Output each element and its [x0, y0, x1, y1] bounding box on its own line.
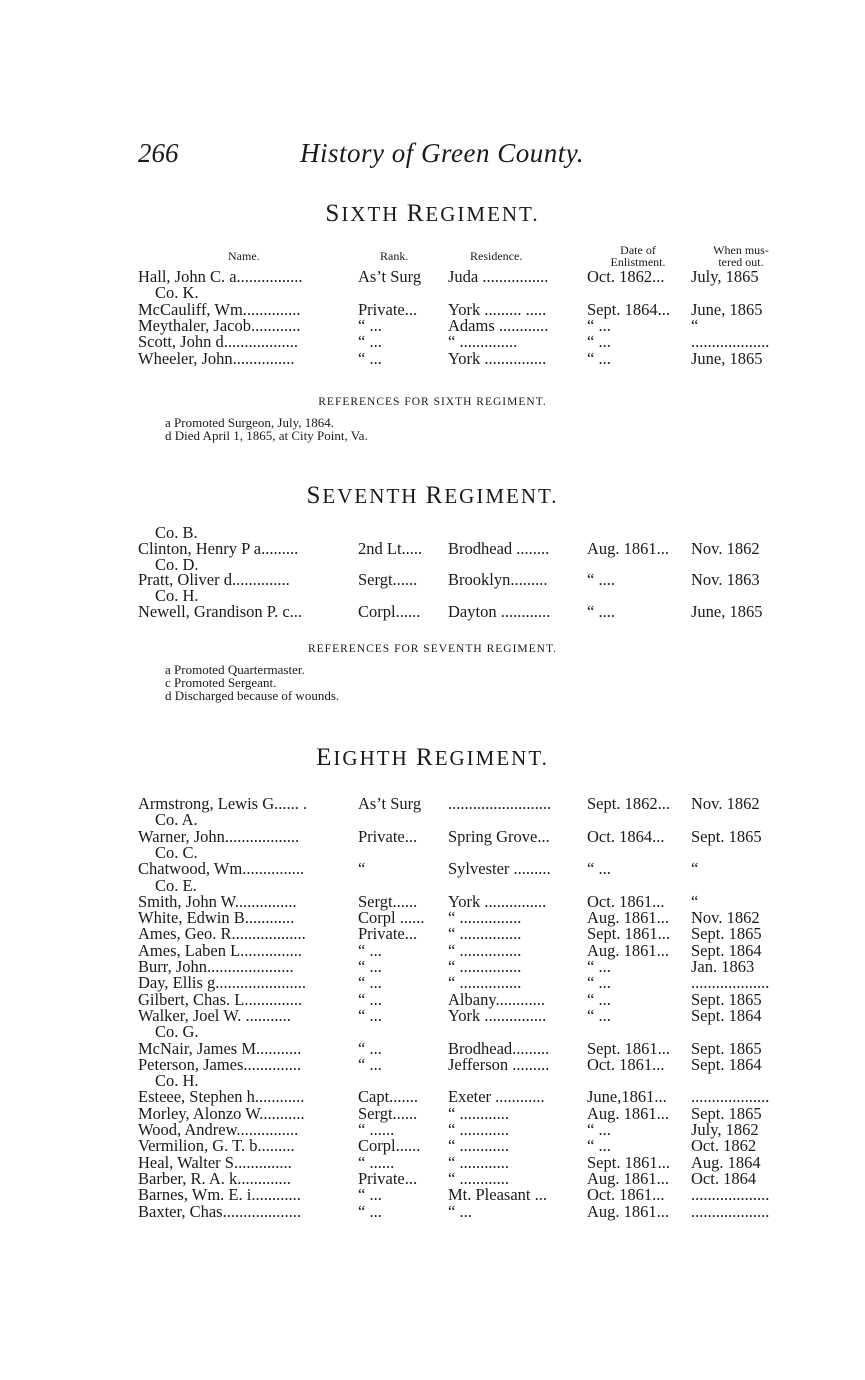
- soldier-name: Wheeler, John...............: [138, 348, 295, 368]
- sixth-note: a Promoted Surgeon, July, 1864.: [165, 415, 334, 430]
- table-row: [0, 1088, 865, 1105]
- residence-cell: “ ............: [448, 1152, 509, 1172]
- residence-cell: Dayton ............: [448, 602, 551, 621]
- company-label: Co. K.: [155, 283, 199, 303]
- title-cap: R: [425, 482, 445, 509]
- header-mustered-out: [696, 244, 786, 268]
- title-small: EVENTH: [322, 484, 419, 508]
- soldier-name: McNair, James M...........: [138, 1038, 302, 1058]
- soldier-name: Gilbert, Chas. L..............: [138, 989, 303, 1009]
- rank-cell: As’t Surg: [358, 794, 422, 813]
- soldier-name: Barnes, Wm. E. i............: [138, 1185, 301, 1205]
- table-row: [0, 1203, 865, 1220]
- mustered-out-cell: Nov. 1862: [691, 538, 760, 558]
- rank-cell: “ ...: [358, 940, 382, 960]
- mustered-out-cell: Sept. 1864: [691, 1054, 762, 1074]
- rank-cell: Private...: [358, 924, 418, 944]
- soldier-name: Peterson, James..............: [138, 1054, 302, 1074]
- enlistment-date-cell: “ ...: [587, 859, 611, 879]
- running-title: History of Green County.: [300, 138, 584, 168]
- enlistment-date-cell: Oct. 1862...: [587, 267, 665, 286]
- mustered-out-cell: Sept. 1865: [691, 1038, 762, 1058]
- table-row: [0, 828, 865, 845]
- soldier-name: Barber, R. A. k.............: [138, 1168, 291, 1188]
- table-row: [0, 268, 865, 285]
- company-label: Co. H.: [155, 586, 199, 606]
- rank-cell: “ ...: [358, 1038, 382, 1058]
- residence-cell: “ ............: [448, 1168, 509, 1188]
- residence-cell: York ......... .....: [448, 299, 547, 319]
- soldier-name: White, Edwin B............: [138, 908, 295, 928]
- soldier-name: Vermilion, G. T. b.........: [138, 1136, 295, 1156]
- mustered-out-cell: ...................: [691, 1201, 770, 1221]
- enlistment-date-cell: “ ...: [587, 332, 611, 352]
- header-out-line2: tered out.: [718, 255, 764, 269]
- soldier-name: Pratt, Oliver d..............: [138, 570, 290, 590]
- enlistment-date-cell: Aug. 1861...: [587, 1168, 670, 1188]
- soldier-name: Chatwood, Wm...............: [138, 859, 305, 879]
- title-cap: R: [416, 744, 435, 771]
- company-label: Co. E.: [155, 875, 197, 895]
- sixth-references-heading: REFERENCES FOR SIXTH REGIMENT.: [318, 396, 547, 408]
- residence-cell: “ ...............: [448, 973, 522, 993]
- table-row: [0, 333, 865, 350]
- mustered-out-cell: ...................: [691, 1185, 770, 1205]
- residence-cell: Brodhead.........: [448, 1038, 550, 1058]
- rank-cell: As’t Surg: [358, 267, 422, 286]
- title-small: EGIMENT.: [425, 202, 540, 226]
- seventh-regiment-title: [0, 482, 865, 510]
- mustered-out-cell: Jan. 1863: [691, 957, 755, 976]
- soldier-name: Baxter, Chas...................: [138, 1201, 301, 1221]
- rank-cell: “: [358, 859, 366, 879]
- soldier-name: Smith, John W...............: [138, 891, 297, 911]
- soldier-name: Scott, John d..................: [138, 332, 298, 352]
- soldier-name: Clinton, Henry P a.........: [138, 538, 299, 558]
- soldier-name: Day, Ellis g......................: [138, 973, 307, 993]
- residence-cell: “ ...: [448, 1201, 472, 1221]
- soldier-name: Esteee, Stephen h............: [138, 1087, 305, 1107]
- header-date-line1: Date of: [620, 243, 656, 257]
- soldier-name: Ames, Laben L...............: [138, 940, 303, 960]
- company-label: Co. A.: [155, 810, 198, 830]
- mustered-out-cell: Oct. 1862: [691, 1136, 757, 1156]
- rank-cell: “ ...: [358, 315, 382, 335]
- mustered-out-cell: July, 1862: [691, 1120, 759, 1139]
- title-cap: S: [306, 482, 323, 509]
- rank-cell: Private...: [358, 826, 418, 846]
- residence-cell: York ...............: [448, 348, 547, 368]
- title-cap: R: [406, 200, 426, 227]
- seventh-note: c Promoted Sergeant.: [165, 675, 277, 690]
- mustered-out-cell: “: [691, 315, 699, 335]
- title-cap: S: [325, 200, 342, 227]
- enlistment-date-cell: “ ...: [587, 1120, 611, 1139]
- soldier-name: Hall, John C. a................: [138, 267, 303, 286]
- header-date: [600, 244, 676, 268]
- residence-cell: Mt. Pleasant ...: [448, 1185, 547, 1205]
- enlistment-date-cell: Sept. 1861...: [587, 1038, 670, 1058]
- enlistment-date-cell: “ ....: [587, 570, 615, 590]
- company-label: Co. B.: [155, 523, 198, 542]
- rank-cell: Corpl ......: [358, 908, 425, 928]
- mustered-out-cell: Nov. 1862: [691, 908, 760, 928]
- mustered-out-cell: Sept. 1864: [691, 940, 762, 960]
- residence-cell: “ ..............: [448, 332, 518, 352]
- residence-cell: Adams ............: [448, 315, 549, 335]
- rank-cell: Private...: [358, 1168, 418, 1188]
- rank-cell: “ ...: [358, 957, 382, 976]
- enlistment-date-cell: Aug. 1861...: [587, 940, 670, 960]
- enlistment-date-cell: Sept. 1864...: [587, 299, 670, 319]
- rank-cell: “ ...: [358, 989, 382, 1009]
- residence-cell: “ ...............: [448, 908, 522, 928]
- enlistment-date-cell: Sept. 1861...: [587, 1152, 670, 1172]
- soldier-name: Wood, Andrew...............: [138, 1120, 299, 1139]
- page-number: 266: [138, 138, 179, 168]
- enlistment-date-cell: Aug. 1861...: [587, 538, 670, 558]
- residence-cell: Brodhead ........: [448, 538, 550, 558]
- rank-cell: “ ......: [358, 1120, 395, 1139]
- title-small: IXTH: [341, 202, 400, 226]
- seventh-references-heading: REFERENCES FOR SEVENTH REGIMENT.: [307, 643, 558, 655]
- enlistment-date-cell: Oct. 1861...: [587, 891, 665, 911]
- soldier-name: McCauliff, Wm..............: [138, 299, 301, 319]
- mustered-out-cell: Sept. 1865: [691, 1103, 762, 1123]
- mustered-out-cell: June, 1865: [691, 299, 763, 319]
- residence-cell: York ...............: [448, 891, 547, 911]
- mustered-out-cell: Sept. 1864: [691, 1005, 762, 1025]
- mustered-out-cell: Oct. 1864: [691, 1168, 757, 1188]
- rank-cell: “ ...: [358, 332, 382, 352]
- rank-cell: Sergt......: [358, 891, 418, 911]
- mustered-out-cell: Sept. 1865: [691, 826, 762, 846]
- rank-cell: “ ...: [358, 1054, 382, 1074]
- header-out-line1: When mus-: [713, 243, 769, 257]
- residence-cell: York ...............: [448, 1005, 547, 1025]
- residence-cell: “ ...............: [448, 957, 522, 976]
- table-row: [0, 603, 865, 620]
- rank-cell: “ ...: [358, 973, 382, 993]
- table-row: [0, 860, 865, 877]
- residence-cell: Sylvester .........: [448, 859, 551, 879]
- rank-cell: 2nd Lt.....: [358, 538, 423, 558]
- enlistment-date-cell: Oct. 1864...: [587, 826, 665, 846]
- eighth-regiment-title: [0, 744, 865, 772]
- table-row: [0, 301, 865, 318]
- rank-cell: “ ...: [358, 348, 382, 368]
- mustered-out-cell: ...................: [691, 332, 770, 352]
- header-date-line2: Enlistment.: [610, 255, 666, 269]
- rank-cell: “ ...: [358, 1005, 382, 1025]
- rank-cell: Capt.......: [358, 1087, 419, 1107]
- table-row: [0, 1007, 865, 1024]
- seventh-note: d Discharged because of wounds.: [165, 688, 340, 703]
- mustered-out-cell: Sept. 1865: [691, 924, 762, 944]
- rank-cell: “ ...: [358, 1201, 382, 1221]
- mustered-out-cell: “: [691, 859, 699, 879]
- rank-cell: Sergt......: [358, 570, 418, 590]
- mustered-out-cell: “: [691, 891, 699, 911]
- title-small: IGHTH: [333, 746, 409, 770]
- mustered-out-cell: Aug. 1864: [691, 1152, 761, 1172]
- enlistment-date-cell: Sept. 1862...: [587, 794, 670, 813]
- table-row: [0, 350, 865, 367]
- header-name: Name.: [228, 249, 260, 263]
- residence-cell: “ ............: [448, 1103, 509, 1123]
- residence-cell: “ ............: [448, 1120, 509, 1139]
- enlistment-date-cell: “ ...: [587, 1136, 611, 1156]
- enlistment-date-cell: Oct. 1861...: [587, 1185, 665, 1205]
- enlistment-date-cell: June,1861...: [587, 1087, 667, 1107]
- soldier-name: Burr, John.....................: [138, 957, 294, 976]
- sixth-note: d Died April 1, 1865, at City Point, Va.: [165, 428, 368, 443]
- table-row: [0, 1040, 865, 1057]
- enlistment-date-cell: “ ...: [587, 989, 611, 1009]
- mustered-out-cell: June, 1865: [691, 348, 763, 368]
- enlistment-date-cell: Oct. 1861...: [587, 1054, 665, 1074]
- residence-cell: .........................: [448, 794, 552, 813]
- enlistment-date-cell: “ ....: [587, 602, 615, 621]
- residence-cell: “ ............: [448, 1136, 509, 1156]
- mustered-out-cell: ...................: [691, 1087, 770, 1107]
- residence-cell: “ ...............: [448, 940, 522, 960]
- residence-cell: Brooklyn.........: [448, 570, 548, 590]
- enlistment-date-cell: Sept. 1861...: [587, 924, 670, 944]
- soldier-name: Ames, Geo. R..................: [138, 924, 306, 944]
- table-row: [0, 1186, 865, 1203]
- table-row: [0, 925, 865, 942]
- soldier-name: Armstrong, Lewis G...... .: [138, 794, 308, 813]
- enlistment-date-cell: “ ...: [587, 1005, 611, 1025]
- rank-cell: Corpl......: [358, 602, 421, 621]
- residence-cell: Exeter ............: [448, 1087, 545, 1107]
- rank-cell: “ ...: [358, 1185, 382, 1205]
- residence-cell: Spring Grove...: [448, 826, 550, 846]
- table-row: [0, 795, 865, 812]
- mustered-out-cell: June, 1865: [691, 602, 763, 621]
- enlistment-date-cell: Aug. 1861...: [587, 908, 670, 928]
- soldier-name: Heal, Walter S..............: [138, 1152, 292, 1172]
- enlistment-date-cell: “ ...: [587, 315, 611, 335]
- mustered-out-cell: Nov. 1863: [691, 570, 760, 590]
- rank-cell: Private...: [358, 299, 418, 319]
- title-small: EGIMENT.: [434, 746, 549, 770]
- enlistment-date-cell: “ ...: [587, 973, 611, 993]
- table-row: [0, 974, 865, 991]
- residence-cell: “ ...............: [448, 924, 522, 944]
- residence-cell: Albany............: [448, 989, 546, 1009]
- rank-cell: Corpl......: [358, 1136, 421, 1156]
- mustered-out-cell: Nov. 1862: [691, 794, 760, 813]
- residence-cell: Jefferson .........: [448, 1054, 550, 1074]
- table-row: [0, 571, 865, 588]
- company-label: Co. D.: [155, 554, 199, 574]
- enlistment-date-cell: “ ...: [587, 957, 611, 976]
- rank-cell: “ ......: [358, 1152, 395, 1172]
- mustered-out-cell: Sept. 1865: [691, 989, 762, 1009]
- table-row: [0, 540, 865, 557]
- company-label: Co. C.: [155, 842, 198, 862]
- title-cap: E: [316, 744, 334, 771]
- table-row: [0, 1137, 865, 1154]
- enlistment-date-cell: Aug. 1861...: [587, 1201, 670, 1221]
- soldier-name: Morley, Alonzo W...........: [138, 1103, 305, 1123]
- mustered-out-cell: ...................: [691, 973, 770, 993]
- enlistment-date-cell: Aug. 1861...: [587, 1103, 670, 1123]
- rank-cell: Sergt......: [358, 1103, 418, 1123]
- soldier-name: Warner, John..................: [138, 826, 300, 846]
- soldier-name: Meythaler, Jacob............: [138, 315, 301, 335]
- table-row: [0, 1056, 865, 1073]
- seventh-note: a Promoted Quartermaster.: [165, 662, 305, 677]
- header-residence: Residence.: [470, 249, 523, 263]
- residence-cell: Juda ................: [448, 267, 549, 286]
- mustered-out-cell: July, 1865: [691, 267, 759, 286]
- title-small: EGIMENT.: [444, 484, 559, 508]
- company-label: Co. H.: [155, 1071, 199, 1091]
- company-label: Co. G.: [155, 1022, 199, 1042]
- header-rank: Rank.: [380, 249, 409, 263]
- soldier-name: Newell, Grandison P. c...: [138, 602, 303, 621]
- enlistment-date-cell: “ ...: [587, 348, 611, 368]
- soldier-name: Walker, Joel W. ...........: [138, 1005, 291, 1025]
- sixth-regiment-title: [0, 200, 865, 228]
